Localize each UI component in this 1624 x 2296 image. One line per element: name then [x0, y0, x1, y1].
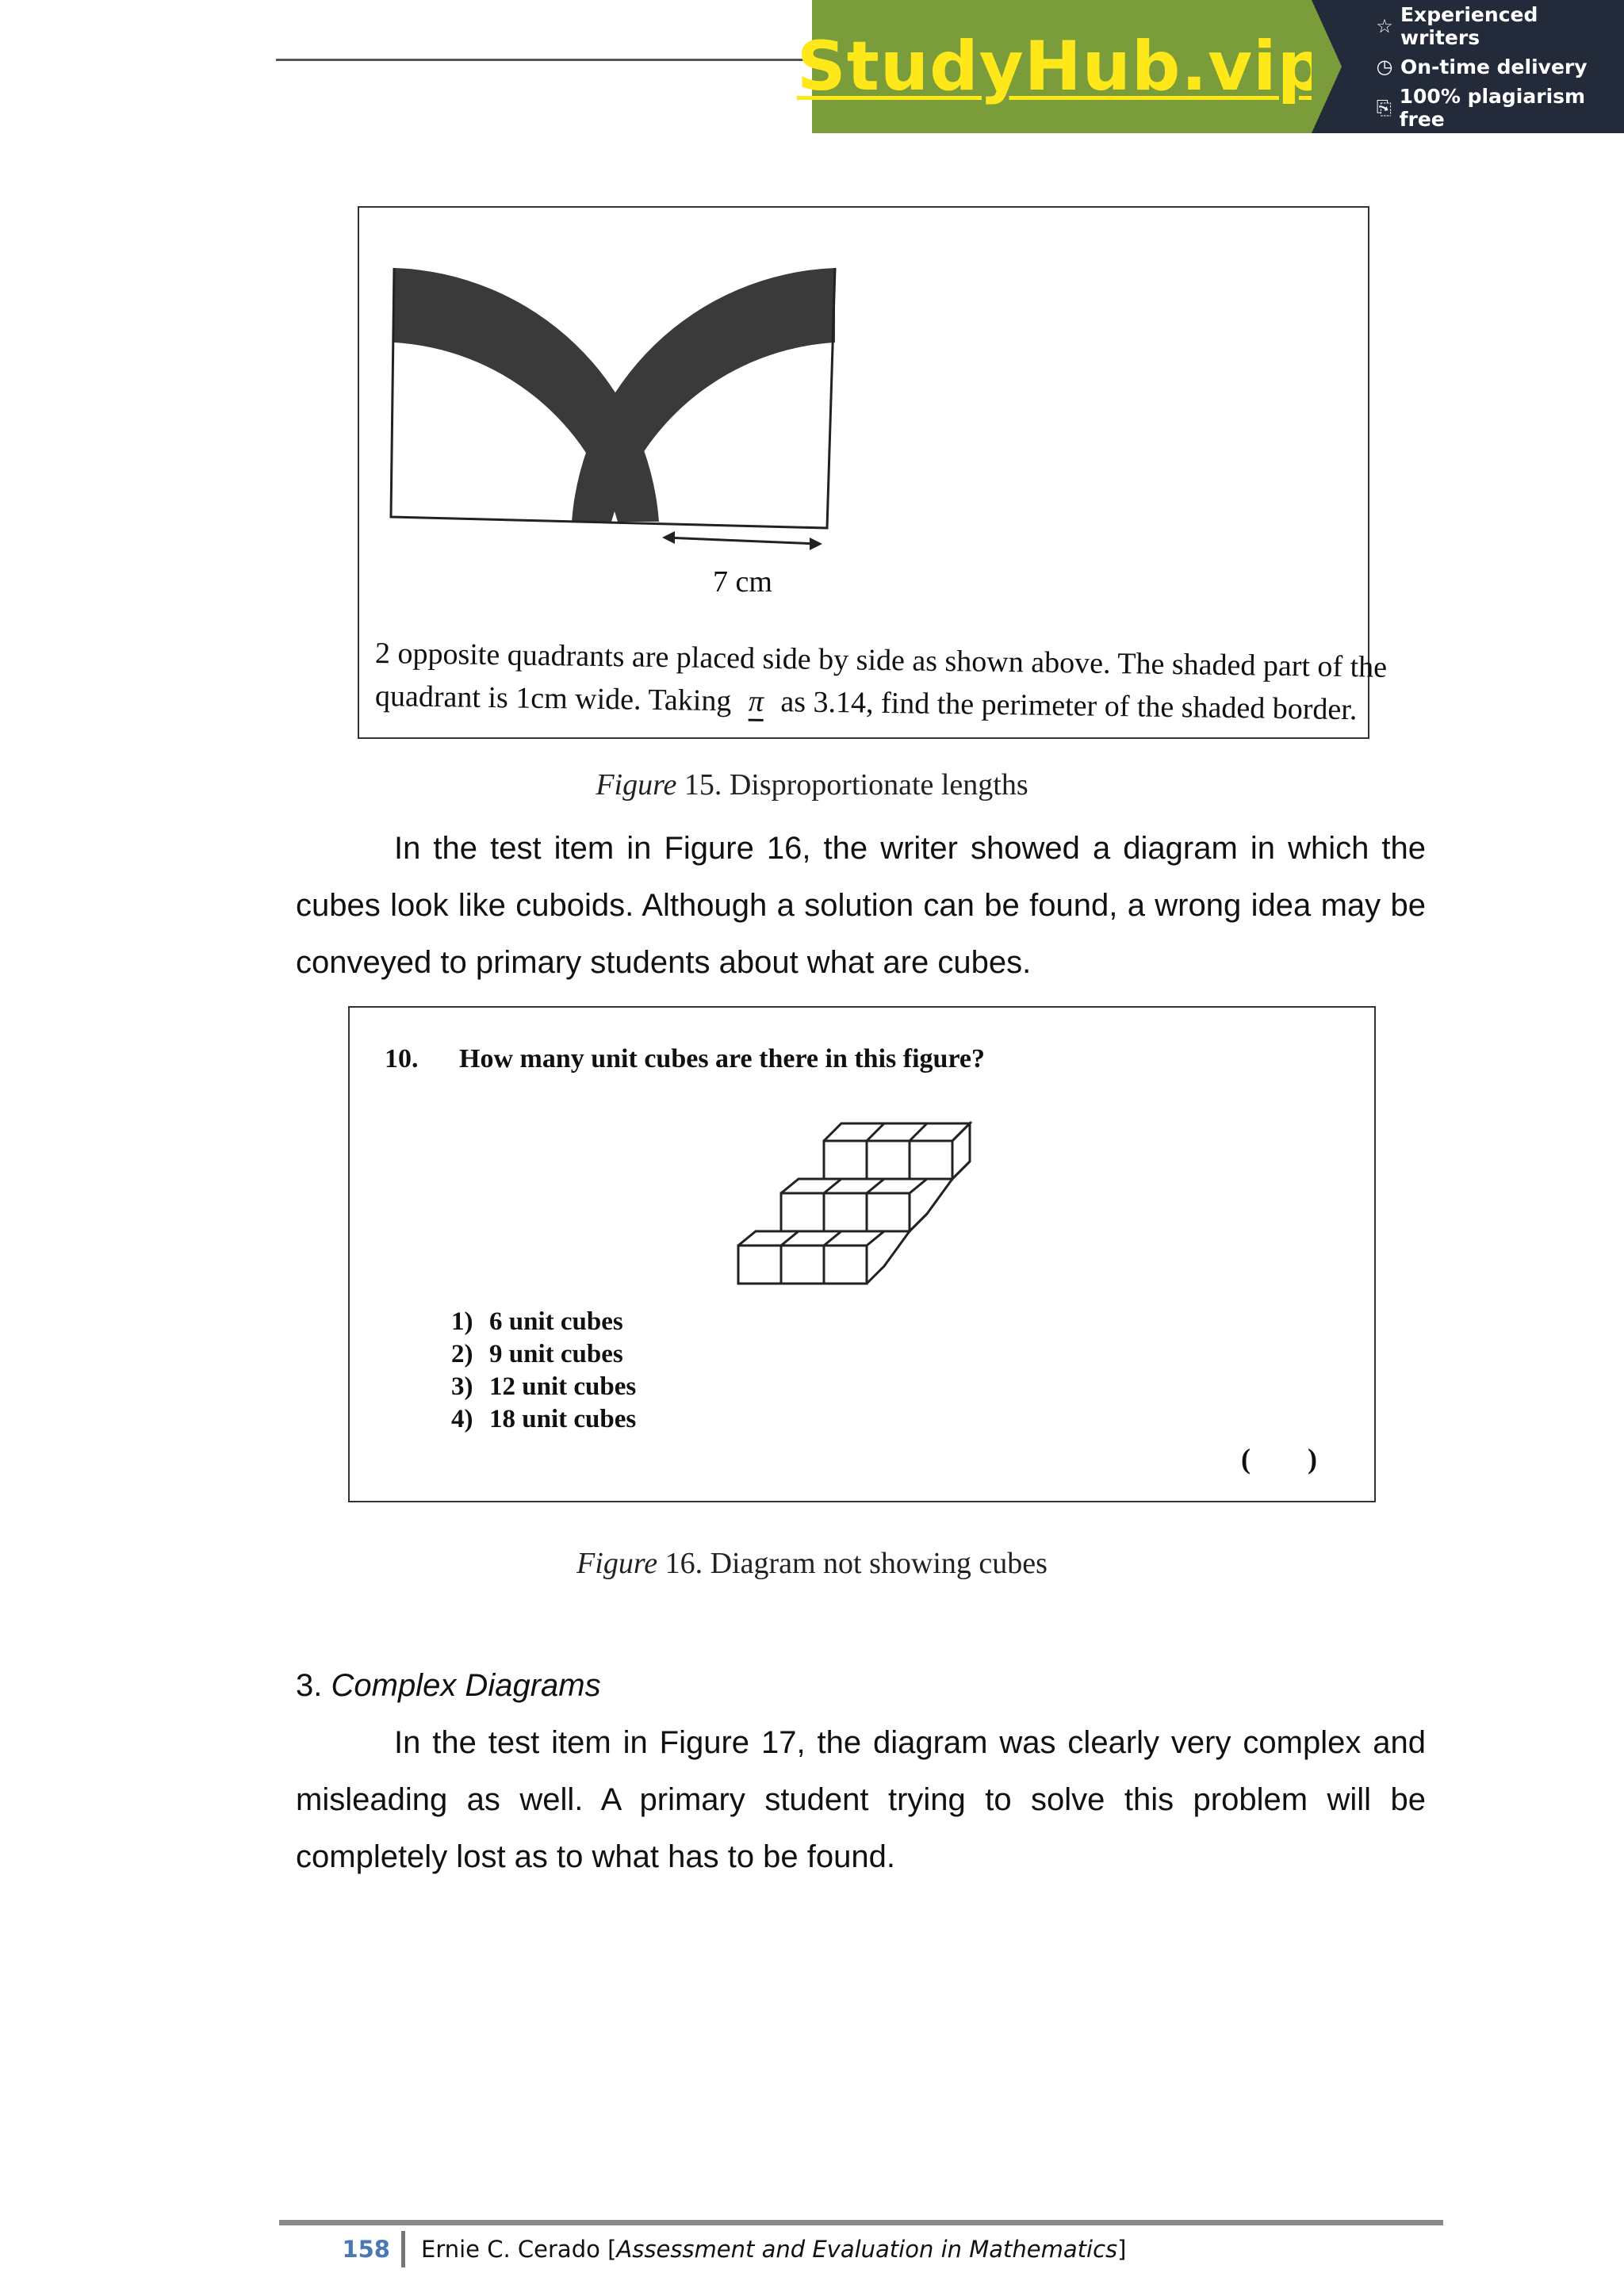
- pi-symbol: π: [749, 684, 764, 721]
- page-number: 158: [342, 2236, 390, 2263]
- footer-book-title: Assessment and Evaluation in Mathematics: [616, 2236, 1118, 2263]
- star-icon: ☆: [1376, 14, 1393, 37]
- paragraph-2: [296, 1714, 1426, 1885]
- caption-text: 16. Diagram not showing cubes: [657, 1547, 1048, 1580]
- dimension-label: 7 cm: [713, 565, 772, 599]
- paragraph-1: [296, 820, 1426, 991]
- problem-text-part: as 3.14, find the perimeter of the shaded border.: [780, 685, 1358, 727]
- studyhub-banner[interactable]: [796, 0, 1624, 133]
- options-list: [451, 1306, 636, 1436]
- paragraph-1-text: In the test item in Figure 16, the writer showed a diagram in which the cubes look like cuboids. Although a solution can be found, a wrong idea may be conveyed to primary students about what are cubes.: [296, 831, 1426, 980]
- feature-label: On-time delivery: [1400, 55, 1588, 78]
- option-item: 2) 9 unit cubes: [451, 1340, 623, 1368]
- banner-features: [1312, 0, 1624, 133]
- section-heading: [296, 1662, 601, 1709]
- problem-text-part: quadrant is 1cm wide. Taking: [374, 679, 732, 718]
- feature-item: [1375, 85, 1624, 131]
- footer-close-bracket: ]: [1117, 2236, 1127, 2263]
- brand-logo[interactable]: StudyHub.vip: [796, 27, 1327, 106]
- section-number: 3.: [296, 1668, 323, 1703]
- cubes-diagram: [730, 1103, 984, 1309]
- clock-icon: ◷: [1376, 55, 1393, 78]
- footer-divider: [401, 2231, 405, 2267]
- figure-15-caption: [0, 767, 1624, 802]
- figure-16-box: [348, 1006, 1376, 1502]
- feature-item: [1375, 3, 1624, 49]
- feature-label: 100% plagiarism free: [1399, 84, 1586, 131]
- figure-15-box: [358, 206, 1388, 739]
- option-item: 1) 6 unit cubes: [451, 1307, 623, 1336]
- caption-text: 15. Disproportionate lengths: [676, 768, 1028, 802]
- feature-item: [1375, 55, 1624, 78]
- header-rule: [276, 59, 815, 61]
- option-item: 4) 18 unit cubes: [451, 1405, 637, 1433]
- answer-bracket: ( ): [1241, 1443, 1317, 1475]
- paragraph-2-text: In the test item in Figure 17, the diagram was clearly very complex and misleading as well. A primary student trying to solve this problem will be completely lost as to what has to be found.: [296, 1725, 1426, 1874]
- option-item: 3) 12 unit cubes: [451, 1372, 637, 1401]
- footer-author: Ernie C. Cerado [: [421, 2236, 617, 2263]
- figure-16-caption: [0, 1546, 1624, 1581]
- caption-prefix: Figure: [596, 768, 677, 802]
- question-number: 10.: [385, 1044, 419, 1073]
- banner-brand-panel: [796, 0, 1327, 133]
- question-text: How many unit cubes are there in this figure?: [459, 1044, 986, 1073]
- document-check-icon: ⎘: [1376, 96, 1392, 119]
- problem-text-line-1: 2 opposite quadrants are placed side by side as shown above. The shaded part of the: [374, 637, 1388, 684]
- page-footer: [279, 2229, 1126, 2269]
- footer-rule: [279, 2220, 1443, 2225]
- section-title: Complex Diagrams: [331, 1668, 601, 1703]
- feature-label: Experienced writers: [1400, 2, 1538, 49]
- caption-prefix: Figure: [576, 1547, 658, 1580]
